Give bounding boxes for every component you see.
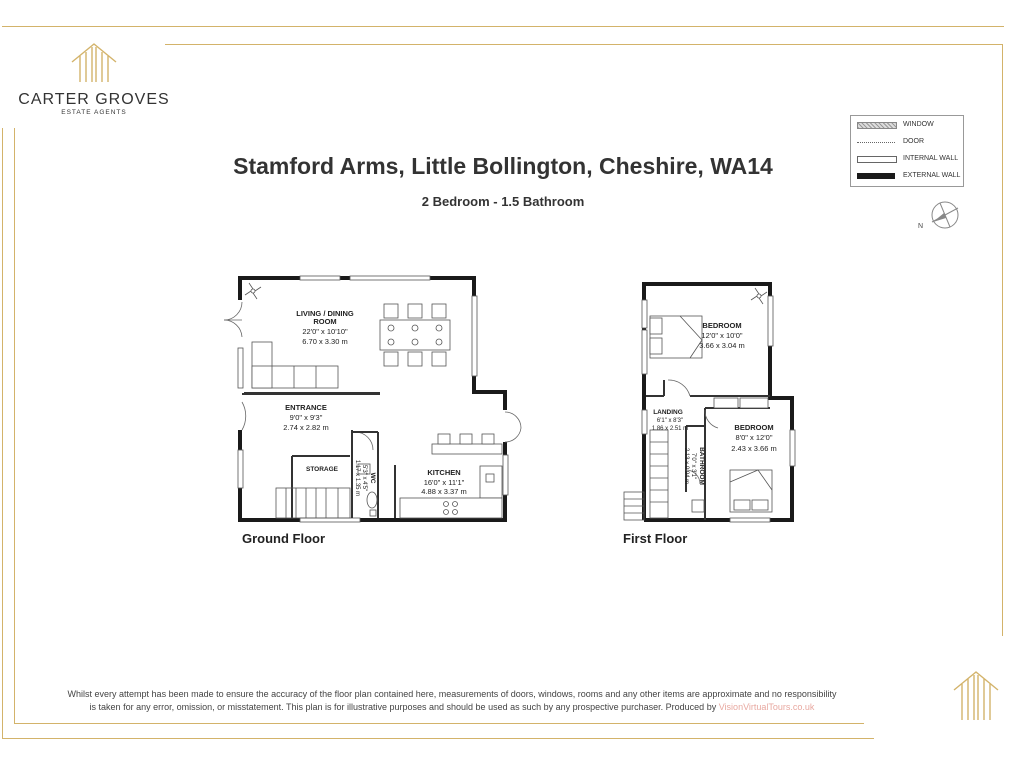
disclaimer-line-1: Whilst every attempt has been made to ensure the accuracy of the floor plan contained here, measurements of doors, windows, rooms and any other items are approximate and no responsibility bbox=[67, 689, 837, 699]
bedroom-1-name: BEDROOM bbox=[702, 321, 742, 330]
ceiling-fan-icon bbox=[245, 283, 261, 299]
bed-icon bbox=[650, 316, 702, 358]
legend-label: EXTERNAL WALL bbox=[903, 172, 961, 179]
ground-floor-external-walls bbox=[240, 278, 505, 520]
ceiling-fan-icon bbox=[751, 288, 767, 304]
door-opening bbox=[238, 400, 242, 430]
legend-label: WINDOW bbox=[903, 121, 934, 128]
landing-dim-imperial: 6'1" x 8'3" bbox=[656, 418, 684, 424]
page-subtitle: 2 Bedroom - 1.5 Bathroom bbox=[421, 194, 585, 209]
landing-dim-metric: 1.86 x 2.51 m bbox=[651, 426, 689, 432]
wc-label-group bbox=[354, 460, 376, 496]
bedroom-2-dim-imperial: 8'0" x 12'0" bbox=[735, 433, 773, 442]
bedroom-1-dim-imperial: 12'0" x 10'0" bbox=[701, 331, 743, 340]
wc-name: WC bbox=[369, 472, 376, 484]
legend-label: INTERNAL WALL bbox=[903, 155, 959, 162]
bathroom-label-group bbox=[683, 447, 705, 485]
window-icon bbox=[238, 276, 508, 522]
bed-icon bbox=[730, 470, 772, 512]
bathroom-dim-imperial: 7'0" x 3'1" bbox=[690, 452, 696, 480]
disclaimer-line-2 bbox=[30, 701, 874, 714]
entrance-name: ENTRANCE bbox=[285, 403, 327, 412]
storage-name: STORAGE bbox=[305, 466, 339, 473]
dining-table-icon bbox=[380, 304, 450, 366]
living-room-dim-metric: 6.70 x 3.30 m bbox=[302, 337, 348, 346]
brand-name: CARTER GROVES bbox=[18, 91, 170, 108]
legend-label: DOOR bbox=[903, 138, 924, 145]
landing-name: LANDING bbox=[653, 409, 683, 416]
kitchen-dim-metric: 4.88 x 3.37 m bbox=[421, 487, 467, 496]
page-title: Stamford Arms, Little Bollington, Cheshire, WA14 bbox=[233, 153, 773, 179]
living-room-dim-imperial: 22'0" x 10'10" bbox=[302, 327, 348, 336]
sofa-icon bbox=[252, 342, 338, 388]
bathroom-name: BATHROOM bbox=[698, 447, 705, 485]
bedroom-2-dim-metric: 2.43 x 3.66 m bbox=[731, 444, 777, 453]
first-floor-label: First Floor bbox=[623, 531, 688, 546]
ground-floor-plan bbox=[224, 276, 521, 522]
disclaimer-line-2-text: is taken for any error, omission, or misstatement. This plan is for illustrative purposes and should be used as such by any prospective purchaser. Produced by bbox=[89, 702, 717, 712]
compass-label: N bbox=[918, 223, 924, 230]
kitchen-name: KITCHEN bbox=[427, 468, 461, 477]
first-floor-plan bbox=[624, 284, 795, 522]
bathroom-dim-metric: 2.13 x 0.94 m bbox=[683, 447, 689, 485]
bedroom-1-dim-metric: 3.66 x 3.04 m bbox=[699, 341, 745, 350]
producer-link[interactable]: VisionVirtualTours.co.uk bbox=[718, 702, 815, 712]
ground-floor-label: Ground Floor bbox=[242, 531, 326, 546]
house-logo-icon bbox=[950, 668, 1002, 724]
living-room-name: LIVING / DINING bbox=[296, 309, 354, 318]
wc-dim-imperial: 5'3" x 4'5" bbox=[361, 464, 367, 492]
living-room-name-2: ROOM bbox=[313, 317, 337, 326]
stairs-icon bbox=[276, 488, 350, 518]
wc-dim-metric: 1.17 x 1.35 m bbox=[354, 459, 360, 497]
entrance-dim-metric: 2.74 x 2.82 m bbox=[283, 423, 329, 432]
disclaimer bbox=[30, 688, 874, 714]
brand-tagline: ESTATE AGENTS bbox=[61, 109, 127, 116]
bedroom-2-name: BEDROOM bbox=[734, 423, 774, 432]
door-opening bbox=[503, 410, 507, 442]
compass-icon bbox=[918, 202, 958, 230]
kitchen-dim-imperial: 16'0" x 11'1" bbox=[423, 478, 465, 487]
entrance-dim-imperial: 9'0" x 9'3" bbox=[289, 413, 323, 422]
